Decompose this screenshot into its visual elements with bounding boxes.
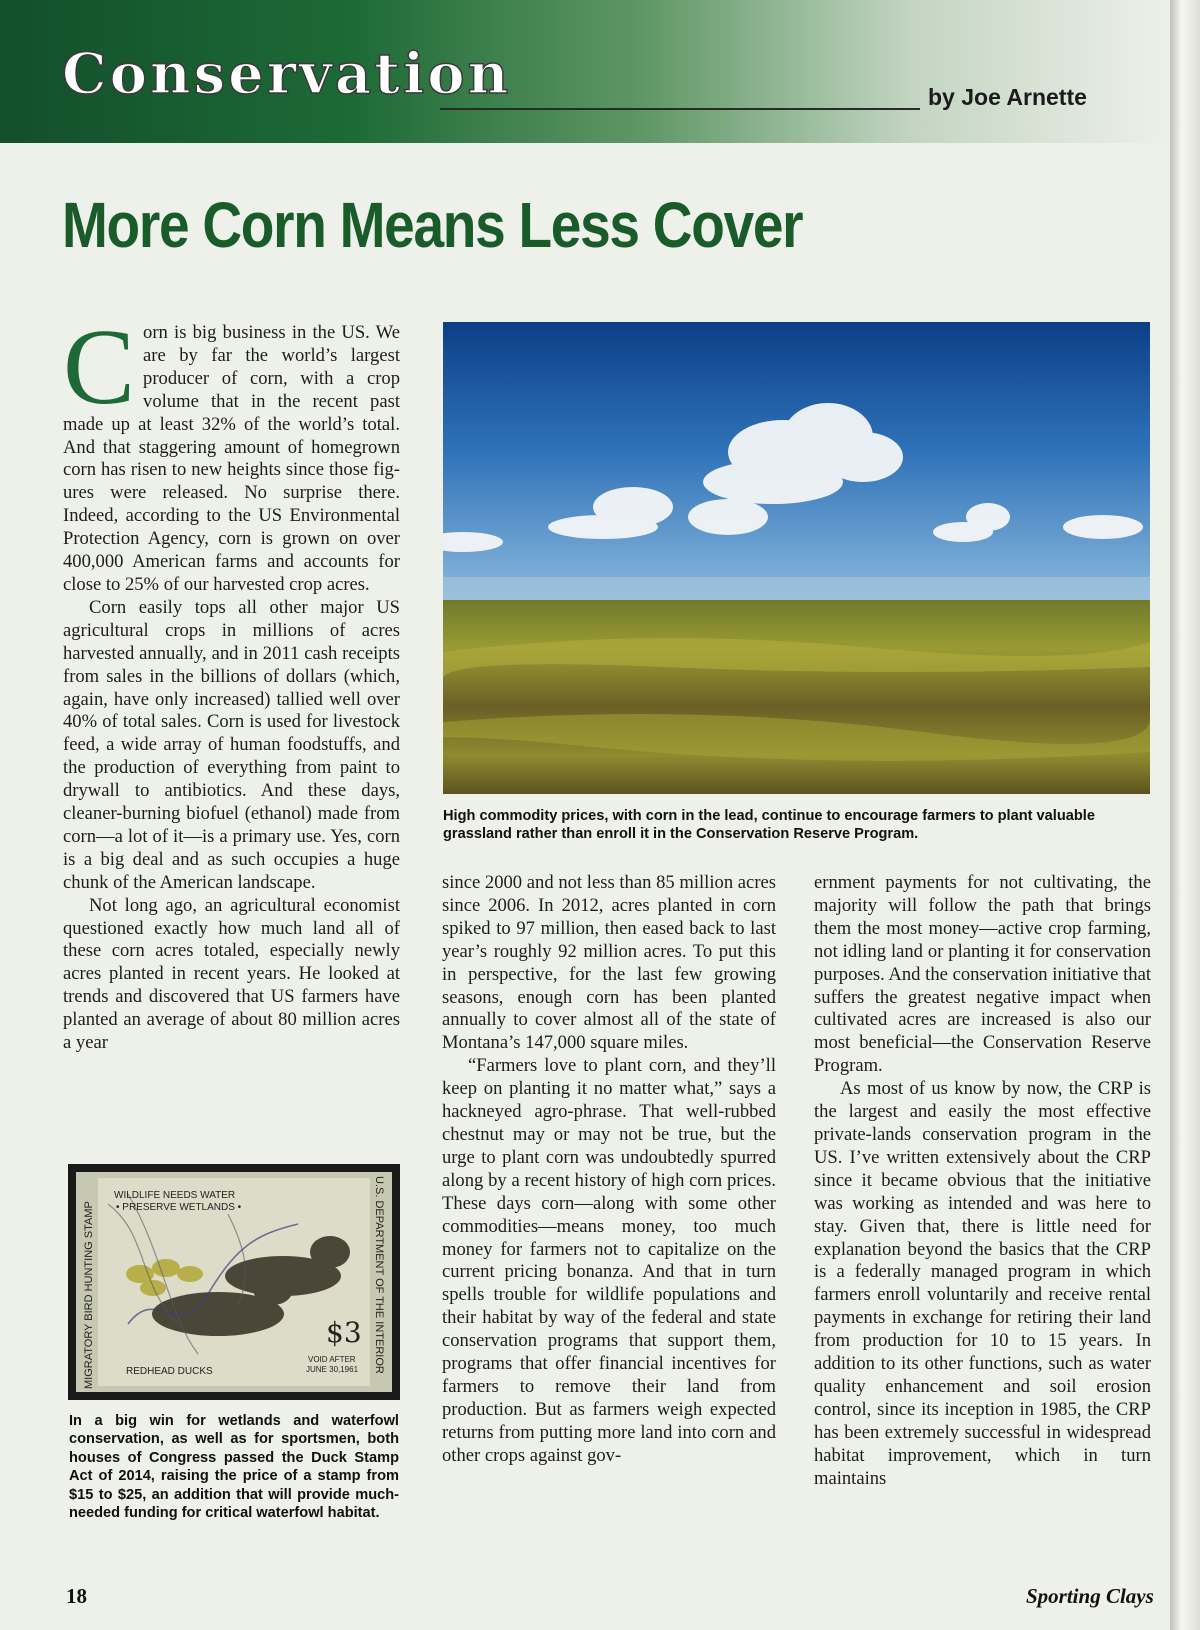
article-paragraph: Corn easily tops all other major US agricultural crops in millions of acres harvested annually, and in 2011 cash receipts from sales in the billions of dollars (which, again, have only increased) tallied well over 40% of total sales. Corn is used for livestock feed, a wide array of human foodstuffs, and the production of everything from paint to drywall to antibiotics. And these days, cleaner-burning biofuel (ethanol) made from corn—a lot of it—is a primary use. Yes, corn is a big deal and as such occupies a huge chunk of the American landscape.: [63, 596, 400, 893]
stamp-void-1: VOID AFTER: [308, 1355, 356, 1364]
article-paragraph: since 2000 and not less than 85 million acres since 2006. In 2012, acres planted in corn spiked to 97 million, then eased back to last year’s roughly 92 million acres. To put this in perspective, for the last few growing seasons, enough corn has been planted annually to cover almost all of the state of Montana’s 147,000 square miles.: [442, 872, 776, 1054]
magazine-name: Sporting Clays: [1026, 1584, 1154, 1608]
page-number: 18: [66, 1584, 87, 1608]
stamp-right-text: U.S. DEPARTMENT OF THE INTERIOR: [373, 1176, 385, 1374]
stamp-species: REDHEAD DUCKS: [126, 1366, 213, 1377]
grassland-photo: [443, 322, 1150, 794]
article-column-2: [442, 872, 776, 1468]
section-title: Conservation: [62, 41, 512, 107]
article-column-3: [814, 872, 1151, 1490]
duck-stamp-image: [68, 1164, 400, 1400]
article-paragraph: [63, 308, 400, 597]
stamp-value: $3: [326, 1316, 362, 1349]
stamp-left-text: MIGRATORY BIRD HUNTING STAMP: [83, 1201, 95, 1389]
photo-caption: High commodity prices, with corn in the lead, continue to encourage farmers to plant valuable grassland rather than enroll it in the Conservation Reserve Program.: [443, 808, 1095, 843]
stamp-top-text-1: WILDLIFE NEEDS WATER: [114, 1190, 236, 1201]
article-paragraph: ernment payments for not cultivating, the majority will follow the path that brings them the most money—active crop farming, not idling land or planting it for conservation purposes. And the conservation initiative that suffers the greatest negative impact when cultivated acres are increased is also our most beneficial—the Conservation Reserve Program.: [814, 872, 1151, 1077]
drop-cap: C: [63, 308, 136, 427]
stamp-caption: In a big win for wetlands and waterfowl conservation, as well as for sportsmen, both houses of Congress passed the Duck Stamp Act of 2014, raising the price of a stamp from $15 to $25, an addition that will provide much-needed funding for critical waterfowl habitat.: [69, 1413, 399, 1522]
article-column-1: [63, 308, 400, 1055]
grassland-image: [443, 322, 1150, 794]
stamp-void-2: JUNE 30,1961: [306, 1365, 359, 1374]
article-paragraph: Not long ago, an agricultural economist questioned exactly how much land all of these corn acres totaled, especially newly acres planted in recent years. He looked at trends and discovered that US farmers have planted an average of about 80 million acres a year: [63, 894, 400, 1054]
stamp-top-text-2: • PRESERVE WETLANDS •: [116, 1202, 242, 1213]
byline: by Joe Arnette: [928, 84, 1087, 110]
paragraph-text: orn is big business in the US. We are by far the world’s largest producer of corn, with a crop volume that in the recent past made up at least 32% of the world’s total. And that staggering amount of homegrown corn has risen to new heights since those figures were released. No surprise there. Indeed, according to the US Environmental Protection Agency, corn is grown on over 400,000 American farms and accounts for close to 25% of our harvested crop acres.: [63, 322, 400, 595]
article-headline: More Corn Means Less Cover: [62, 189, 803, 261]
article-paragraph: “Farmers love to plant corn, and they’ll keep on planting it no matter what,” says a hackneyed agro-phrase. That well-rubbed chestnut may or may not be true, but the urge to plant corn was undoubtedly spurred along by a recent history of high corn prices. These days corn—along with some other commodities—means money, too much money for farmers not to capitalize on the current pricing bonanza. And that in turn spells trouble for wildlife populations and their habitat by way of the federal and state conservation programs that support them, programs that offer financial incentives for farmers to remove their land from production. But as farmers weigh expected returns from putting more land into corn and other crops against gov-: [442, 1055, 776, 1466]
duck-stamp: [68, 1164, 400, 1400]
article-paragraph: As most of us know by now, the CRP is the largest and easily the most effective private-lands conservation program in the US. I’ve written extensively about the CRP since it became obvious that the initiative was working as intended and was here to stay. Given that, there is little need for explanation beyond the basics that the CRP is a federally managed program in which farmers enroll voluntarily and receive rental payments in exchange for retiring their land from production for 10 to 15 years. In addition to its other functions, such as water quality enhancement and soil erosion control, since its inception in 1985, the CRP has been extremely successful in widespread habitat improvement, which in turn maintains: [814, 1078, 1151, 1489]
header-rule: [440, 108, 920, 110]
page-edge: [1170, 0, 1200, 1630]
